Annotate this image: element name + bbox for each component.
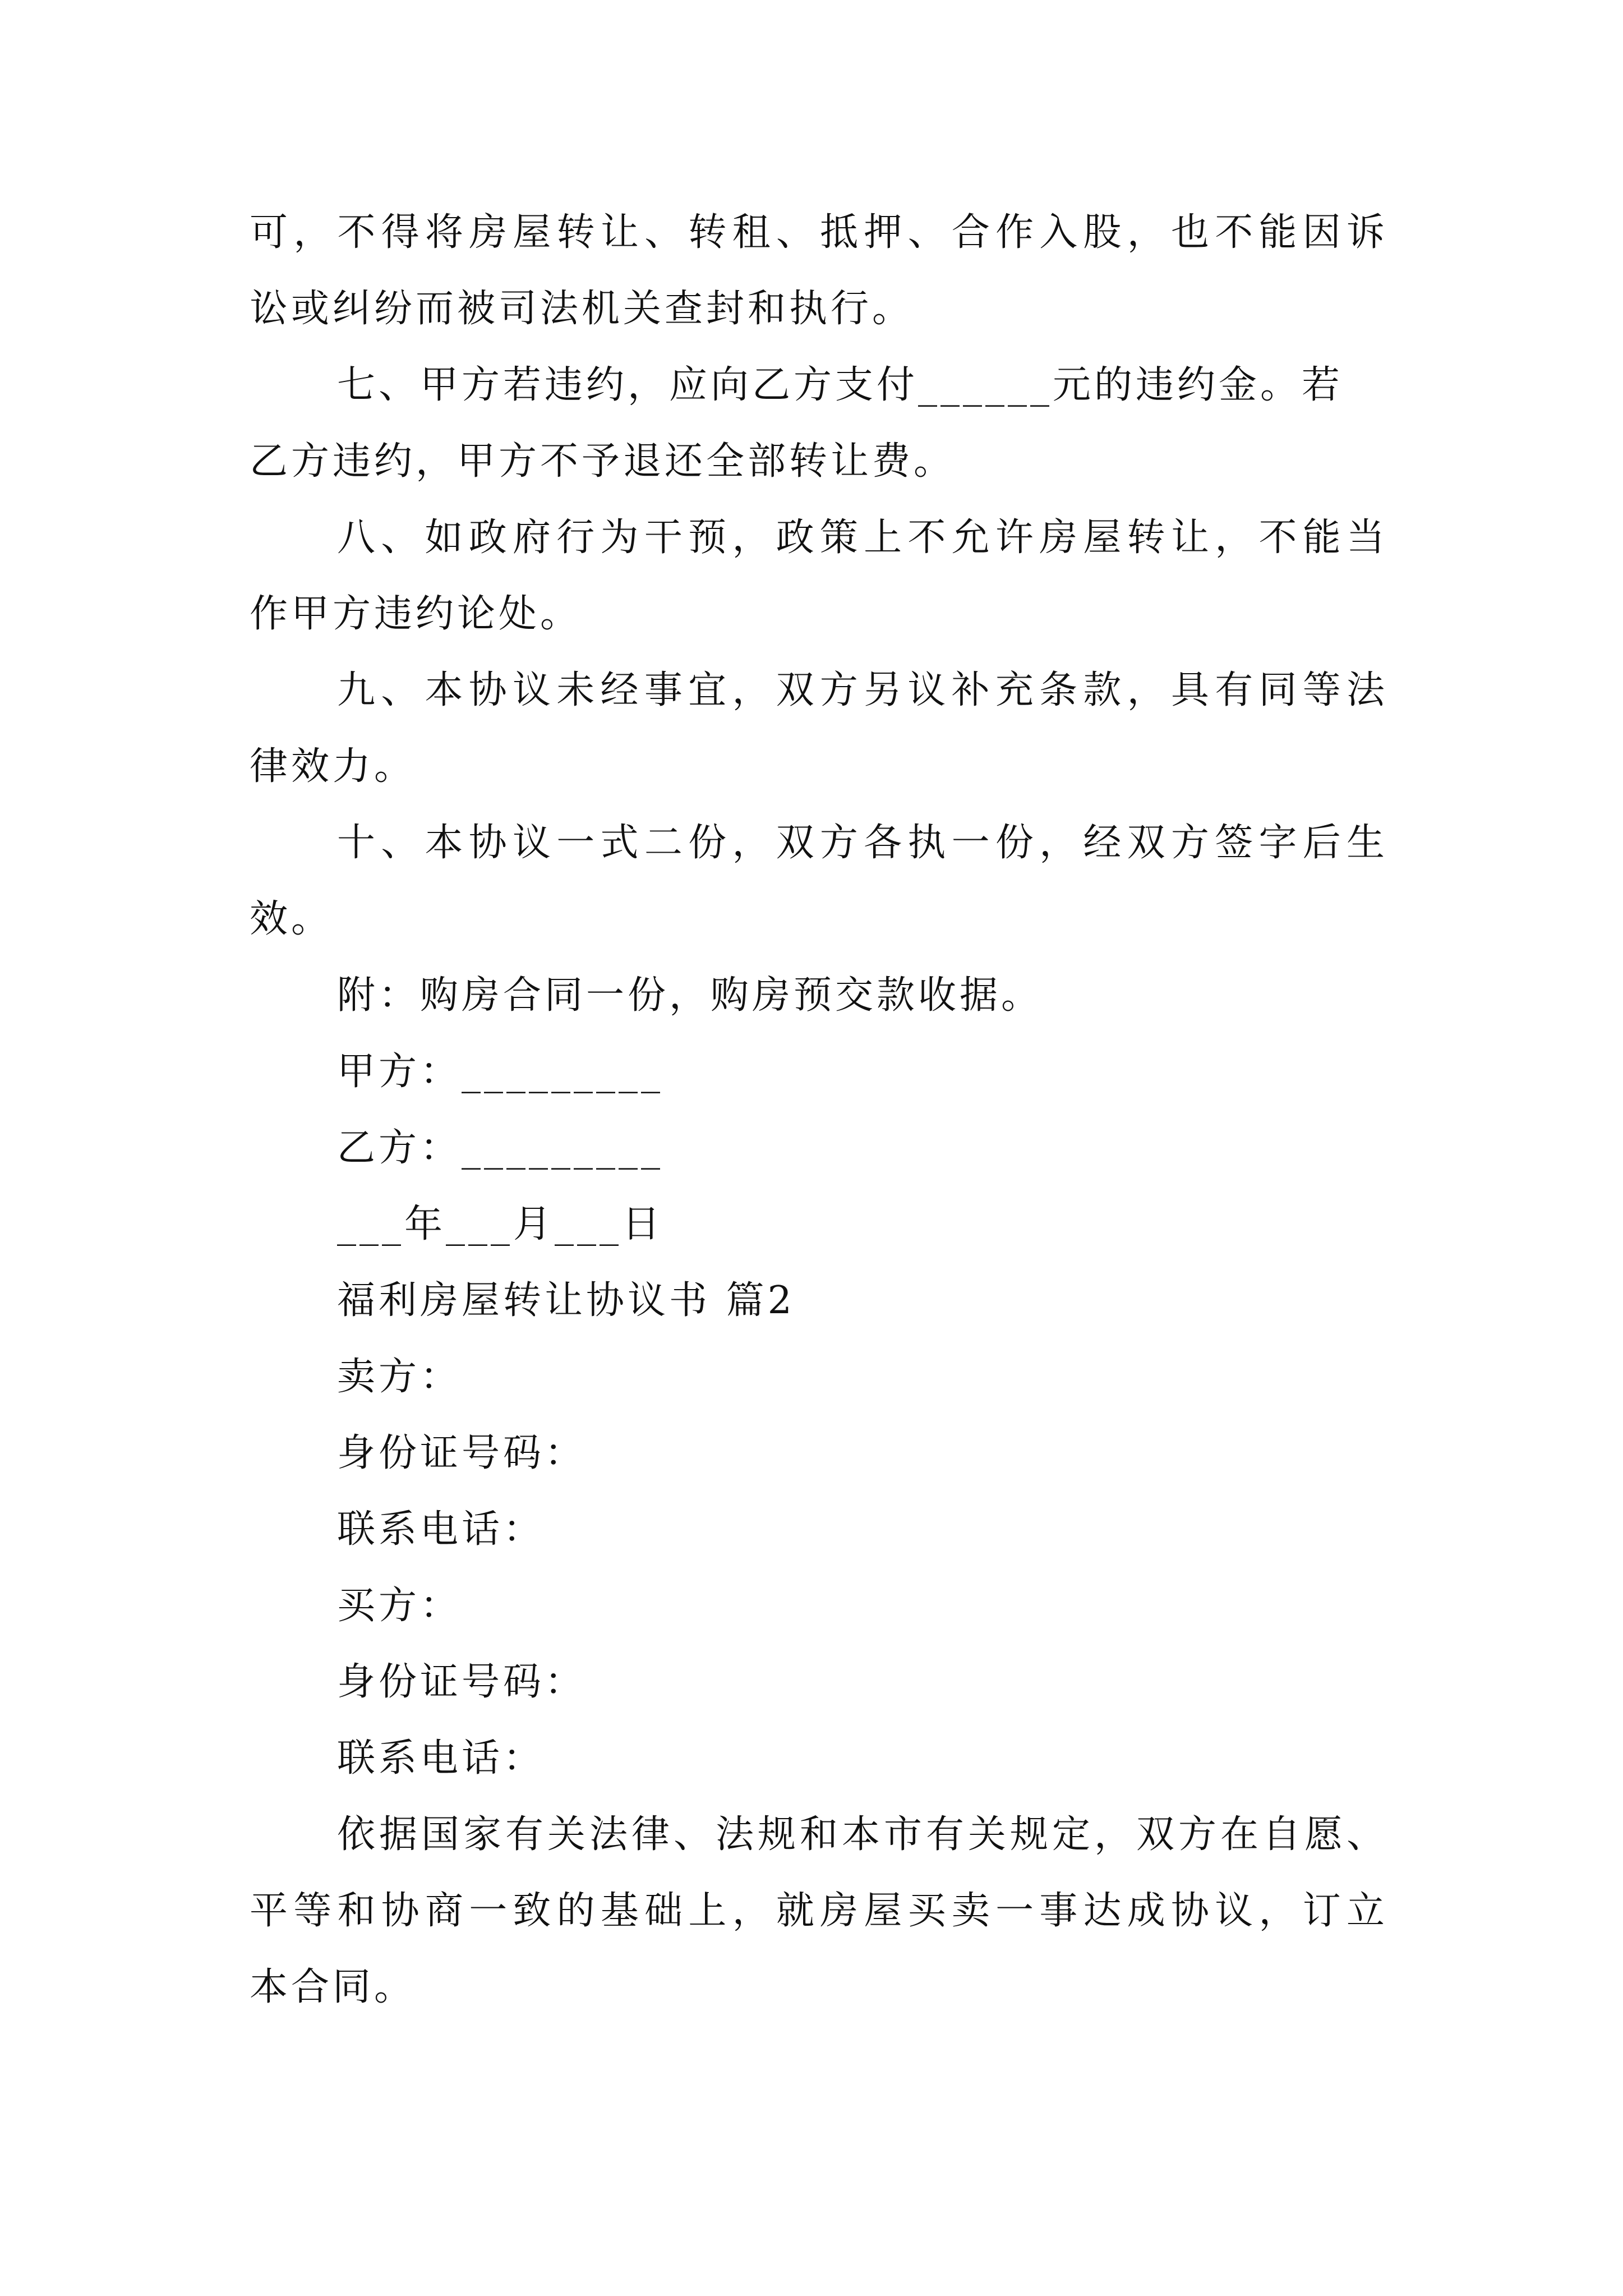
section-title: 福利房屋转让协议书 篇2 — [337, 1278, 795, 1323]
buyer-id-label: 身份证号码： — [337, 1660, 587, 1704]
party-a-signature: 甲方：_________ — [337, 1050, 664, 1094]
seller-label: 卖方： — [337, 1355, 462, 1399]
clause-8-line: 八、如政府行为干预，政策上不允许房屋转让，不能当 — [337, 516, 1388, 560]
clause-10-line: 十、本协议一式二份，双方各执一份，经双方签字后生 — [337, 821, 1388, 865]
paragraph-line: 可，不得将房屋转让、转租、抵押、合作入股，也不能因诉 — [250, 210, 1388, 255]
clause-7-line: 七、甲方若违约，应向乙方支付______元的违约金。若 — [337, 363, 1344, 407]
date-line: ___年___月___日 — [337, 1202, 664, 1246]
paragraph-line: 作甲方违约论处。 — [250, 592, 582, 636]
attachment-line: 附：购房合同一份，购房预交款收据。 — [337, 973, 1043, 1018]
party-b-signature: 乙方：_________ — [337, 1126, 664, 1170]
paragraph-line: 讼或纠纷而被司法机关查封和执行。 — [250, 287, 914, 331]
buyer-phone-label: 联系电话： — [337, 1736, 545, 1780]
clause-9-line: 九、本协议未经事宜，双方另议补充条款，具有同等法 — [337, 668, 1388, 712]
buyer-label: 买方： — [337, 1584, 462, 1628]
seller-id-label: 身份证号码： — [337, 1431, 587, 1475]
paragraph-line: 律效力。 — [250, 744, 416, 789]
seller-phone-label: 联系电话： — [337, 1507, 545, 1552]
paragraph-line: 效。 — [250, 897, 333, 941]
paragraph-line: 平等和协商一致的基础上，就房屋买卖一事达成协议，订立 — [250, 1889, 1388, 1933]
paragraph-line: 乙方违约，甲方不予退还全部转让费。 — [250, 439, 956, 484]
paragraph-line: 依据国家有关法律、法规和本市有关规定，双方在自愿、 — [337, 1812, 1388, 1857]
paragraph-line: 本合同。 — [250, 1965, 416, 2009]
